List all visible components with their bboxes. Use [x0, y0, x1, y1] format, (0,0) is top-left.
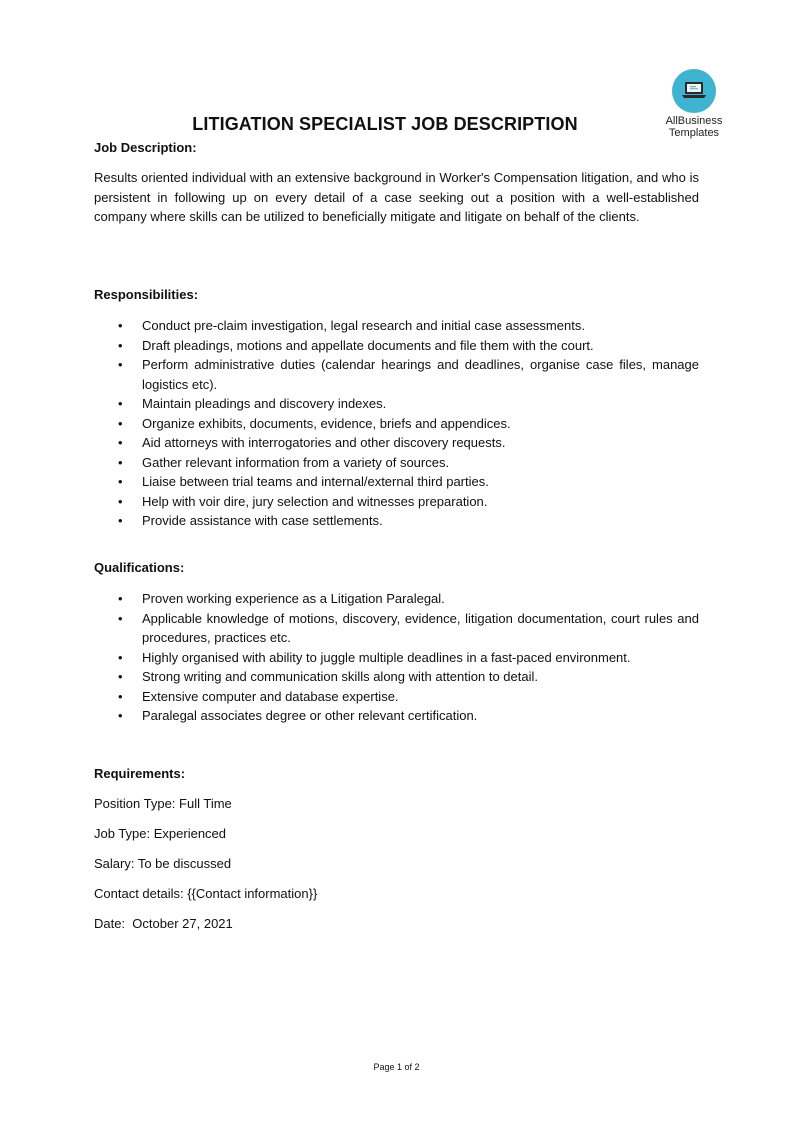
list-item: • Provide assistance with case settlements.: [118, 513, 383, 528]
list-item: • Aid attorneys with interrogatories and other discovery requests.: [118, 435, 506, 450]
list-item: • Strong writing and communication skills along with attention to detail.: [118, 669, 538, 684]
position-type: Position Type: Full Time: [94, 796, 232, 811]
list-item: • Highly organised with ability to juggle multiple deadlines in a fast-paced environment.: [118, 649, 631, 665]
job-description-text: Results oriented individual with an extensive background in Worker's Compensation litigation, and who is persistent in following up on every detail of a case seeking out a position with a well-established company where skills can be utilized to beneficially mitigate and litigate on behalf of the clients.: [94, 170, 699, 224]
list-item: • Help with voir dire, jury selection and witnesses preparation.: [118, 493, 488, 509]
contact-details: Contact details: {{Contact information}}: [94, 886, 318, 901]
list-item: • Gather relevant information from a variety of sources.: [118, 454, 450, 470]
salary: Salary: To be discussed: [94, 856, 232, 871]
list-item: • Organize exhibits, documents, evidence, briefs and appendices.: [118, 415, 511, 431]
responsibilities-list: [94, 316, 699, 531]
logo-text-line1: AllBusiness: [665, 115, 723, 127]
list-item: • Applicable knowledge of motions, discovery, evidence, litigation documentation, court rules and procedures, practices etc.: [118, 610, 699, 645]
list-item: • Maintain pleadings and discovery indexes.: [118, 396, 387, 411]
logo-badge: [672, 69, 716, 113]
job-description-heading: Job Description:: [94, 140, 197, 155]
qualifications-list: [94, 589, 699, 726]
list-item: • Liaise between trial teams and internal/external third parties.: [118, 474, 489, 489]
laptop-icon: [681, 80, 707, 100]
page-number: Page 1 of 2: [373, 1062, 420, 1072]
list-item: • Extensive computer and database expertise.: [118, 688, 399, 704]
list-item: • Paralegal associates degree or other relevant certification.: [118, 708, 478, 723]
job-type: Job Type: Experienced: [94, 826, 227, 841]
list-item: • Conduct pre-claim investigation, legal research and initial case assessments.: [118, 318, 585, 333]
responsibilities-heading: Responsibilities:: [94, 287, 199, 302]
qualifications-heading: Qualifications:: [94, 560, 185, 575]
page-title: LITIGATION SPECIALIST JOB DESCRIPTION: [192, 114, 578, 134]
logo-text-line2: Templates: [668, 127, 720, 139]
date: Date: October 27, 2021: [94, 916, 233, 931]
list-item: • Perform administrative duties (calendar hearings and deadlines, organise case files, manage logistics etc).: [118, 357, 699, 392]
requirements-heading: Requirements:: [94, 766, 186, 781]
list-item: • Draft pleadings, motions and appellate documents and file them with the court.: [118, 337, 594, 353]
list-item: • Proven working experience as a Litigation Paralegal.: [118, 591, 445, 606]
